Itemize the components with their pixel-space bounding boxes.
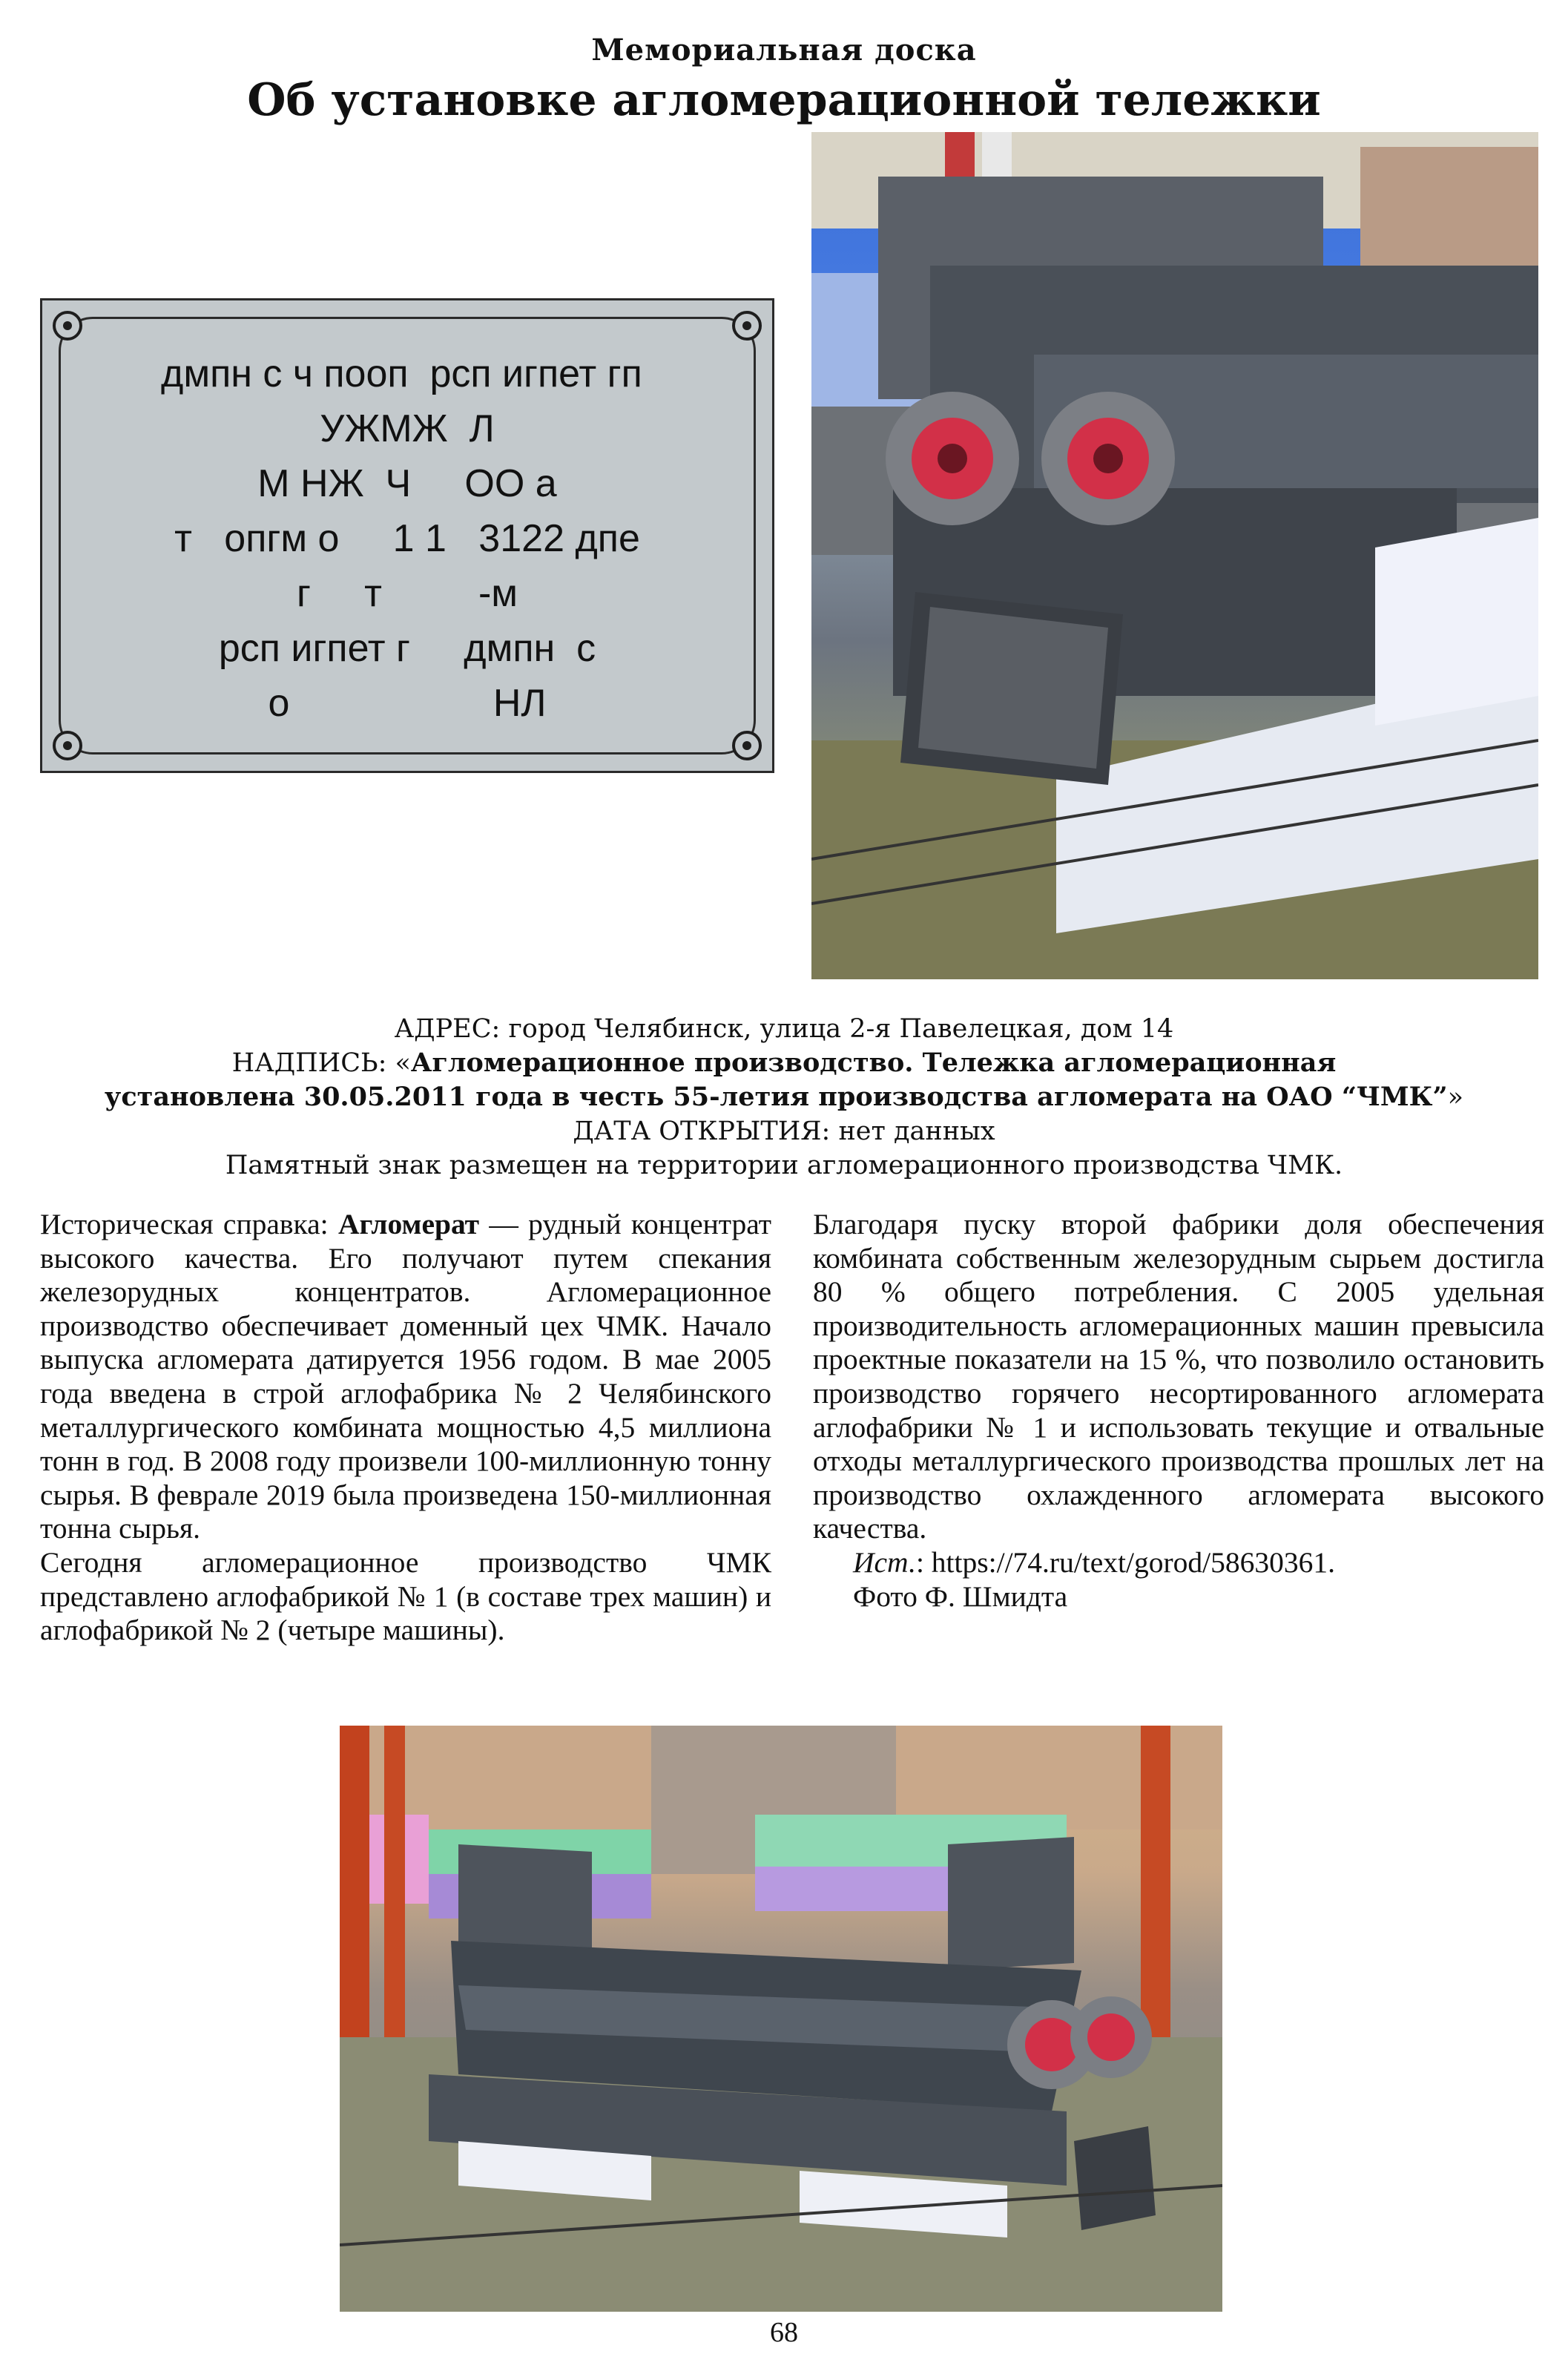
inscription-text-2: установлена 30.05.2011 года в честь 55-летия производства агломерата на ОАО “ЧМК” <box>104 1082 1448 1112</box>
history-lead: Историческая справка: <box>40 1208 329 1240</box>
plaque-line: рсп игпет г дмпн с <box>218 627 596 670</box>
history-term: Агломерат <box>337 1208 480 1240</box>
address-line <box>0 1012 1568 1046</box>
plaque-text <box>87 346 728 731</box>
plaque-line: г т -м <box>296 572 518 615</box>
location-note: Памятный знак размещен на территории агломерационного производства ЧМК. <box>225 1151 1343 1180</box>
plaque-line: М НЖ Ч ОО а <box>257 462 557 505</box>
factory-paragraph: Благодаря пуску второй фабрики доля обеспечения комбината собственным железорудным сырьем достигла 80 % общего потребления. С 2005 удельная производительность агломерационных машин превысила проектные показатели на 15 %, что позволило остановить производство горячего несортированного агломерата аглофабрики № 1 и использовать текущие и отвальные отходы металлургического производства прошлых лет на производство охлажденного агломерата высокого качества. <box>813 1208 1544 1545</box>
inscription-line <box>0 1046 1568 1080</box>
address-value: город Челябинск, улица 2-я Павелецкая, дом 14 <box>508 1014 1174 1044</box>
section-kicker: Мемориальная доска <box>591 33 977 68</box>
photo-trolley-front-drawing <box>811 132 1538 979</box>
plaque-line: о НЛ <box>268 682 547 725</box>
opening-label: ДАТА ОТКРЫТИЯ: <box>573 1117 831 1146</box>
photo-credit: Фото Ф. Шмидта <box>853 1579 1068 1613</box>
opening-value: нет данных <box>838 1117 995 1146</box>
photo-trolley-front <box>811 132 1538 979</box>
screw-icon <box>732 731 762 760</box>
source-line <box>813 1546 1544 1580</box>
plaque-line: т опгм о 1 1 3122 дпе <box>174 517 640 560</box>
inscription-close-quote: » <box>1447 1082 1464 1112</box>
plaque-line: дмпн с ч пооп рсп игпет гп <box>161 352 642 395</box>
history-paragraph <box>40 1208 771 1546</box>
inscription-line-2 <box>0 1080 1568 1114</box>
source-label: Ист. <box>853 1545 916 1579</box>
photo-trolley-side-drawing <box>340 1726 1222 2312</box>
screw-icon <box>53 311 82 341</box>
page-title: Об установке агломерационной тележки <box>247 74 1321 126</box>
caption-block <box>0 1012 1568 1183</box>
inscription-text-1: Агломерационное производство. Тележка агломерационная <box>410 1048 1337 1078</box>
text-column-left <box>40 1208 771 1648</box>
today-paragraph: Сегодня агломерационное производство ЧМК представлено аглофабрикой № 1 (в составе трех машин) и аглофабрикой № 2 (четыре машины). <box>40 1545 771 1647</box>
history-text: — рудный концентрат высокого качества. Его получают путем спекания железорудных концентратов. Агломерационное производство обеспечивает доменный цех ЧМК. Начало выпуска агломерата датируется 1956 годом. В мае 2005 года введена в строй аглофабрика № 2 Челябинского металлургического комбината мощностью 4,5 миллиона тонн в год. В 2008 году произвели 100-миллионную тонну сырья. В феврале 2019 была произведена 150-миллионная тонна сырья. <box>40 1208 772 1545</box>
inscription-open-quote: « <box>395 1048 411 1078</box>
page-number: 68 <box>770 2317 798 2348</box>
screw-icon <box>53 731 82 760</box>
address-label: АДРЕС: <box>394 1014 501 1044</box>
screw-icon <box>732 311 762 341</box>
photo-trolley-side <box>340 1726 1222 2312</box>
inscription-label: НАДПИСЬ: <box>231 1048 387 1078</box>
text-column-right <box>813 1208 1544 1614</box>
memorial-plaque <box>40 298 774 773</box>
source-url: : https://74.ru/text/gorod/58630361. <box>915 1545 1336 1579</box>
opening-line <box>0 1114 1568 1148</box>
plaque-line: УЖМЖ Л <box>320 407 495 450</box>
